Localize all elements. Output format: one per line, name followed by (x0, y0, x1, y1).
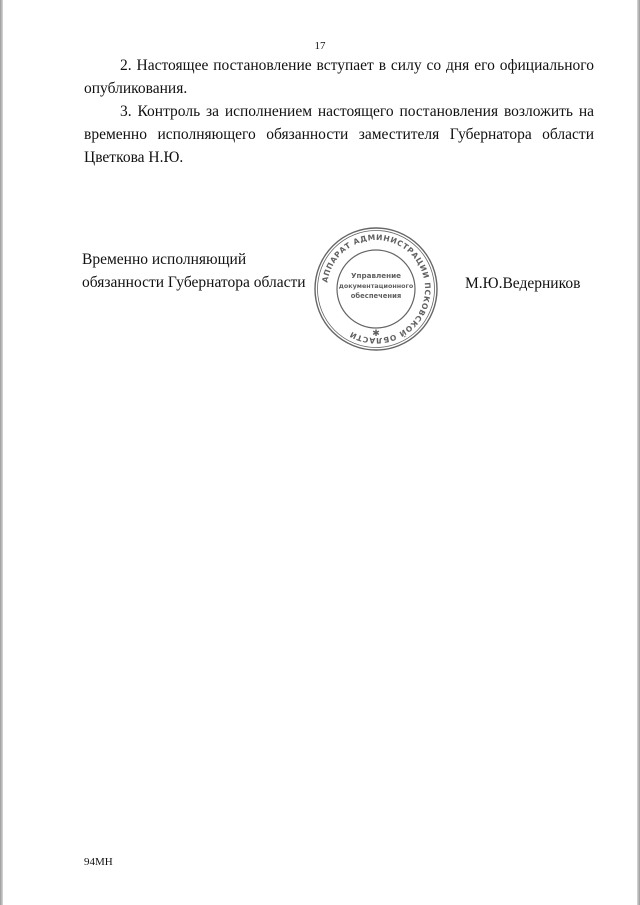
stamp-ring-text: АППАРАТ АДМИНИСТРАЦИИ ПСКОВСКОЙ ОБЛАСТИ (320, 232, 433, 346)
signatory-title-line2: обязанности Губернатора области (82, 274, 306, 291)
page-number: 17 (314, 40, 326, 52)
footer-code: 94МН (84, 856, 113, 868)
official-stamp (312, 225, 440, 353)
document-body (84, 54, 594, 169)
paragraph-3: 3. Контроль за исполнением настоящего постановления возложить на временно исполняющего обязанности заместителя Губернатора области Цветкова Н.Ю. (84, 103, 594, 166)
stamp-star-icon: ✱ (372, 329, 380, 339)
stamp-center-line1: Управление (350, 271, 402, 280)
signatory-name: М.Ю.Ведерников (465, 275, 581, 292)
scan-edge-left (0, 0, 3, 905)
stamp-center-line3: обеспечения (350, 292, 402, 300)
signatory-title (82, 248, 306, 294)
signatory-title-line1: Временно исполняющий (82, 251, 247, 268)
stamp-center-line2: документационного (338, 282, 414, 290)
paragraph-2: 2. Настоящее постановление вступает в силу со дня его официального опубликования. (84, 57, 594, 97)
